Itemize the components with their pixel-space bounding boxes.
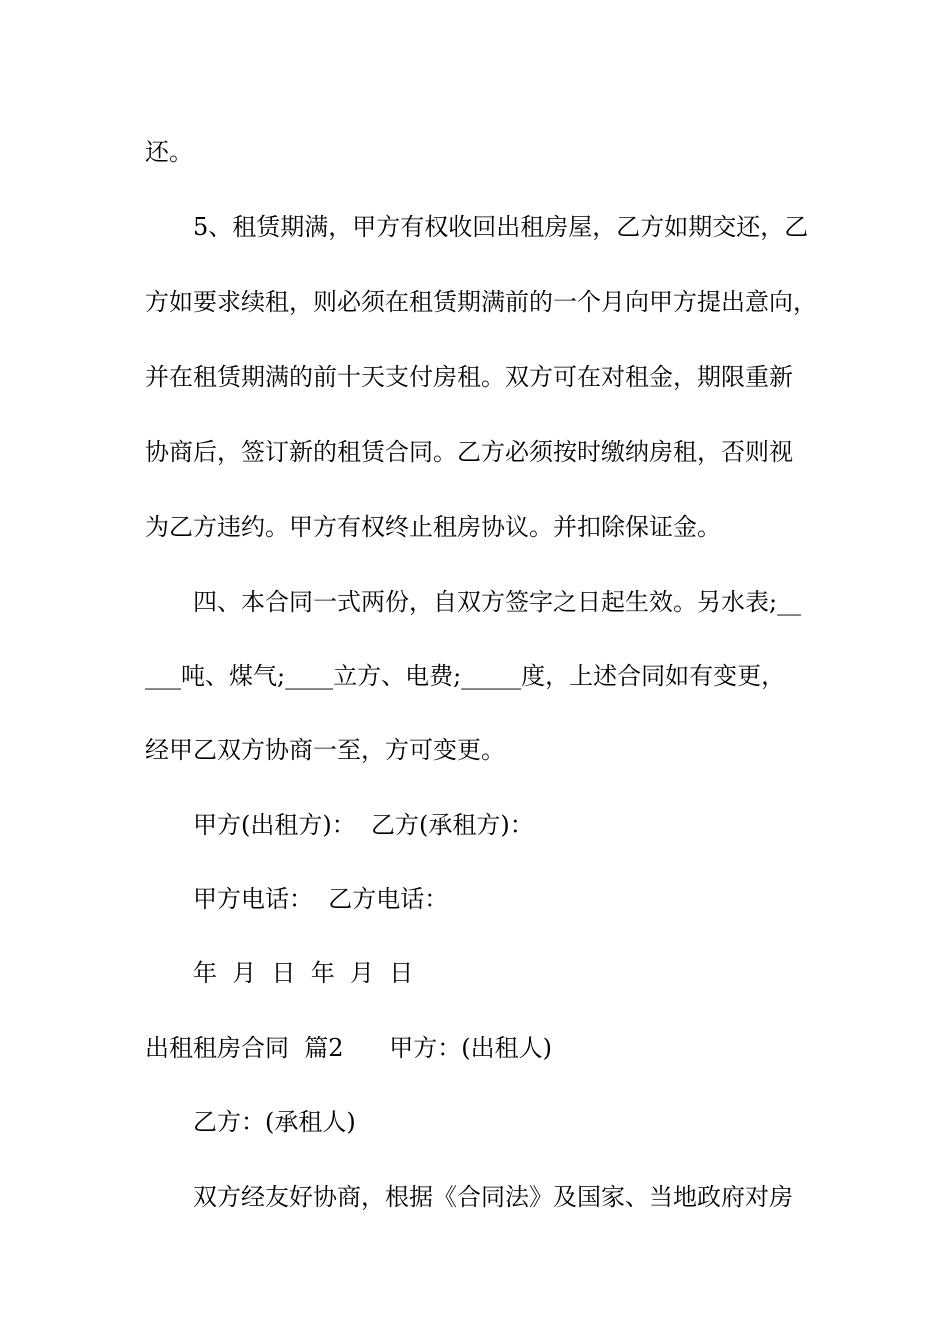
text-line-9: 经甲乙双方协商一至，方可变更。 — [145, 736, 505, 764]
text-line-6: 为乙方违约。甲方有权终止租房协议。并扣除保证金。 — [145, 513, 721, 541]
section-title: 出租租房合同 篇2 甲方：(出租人) — [145, 1034, 553, 1062]
party-line: 甲方(出租方)： 乙方(承租方)： — [193, 811, 534, 839]
text-line-8: ___吨、煤气;____立方、电费;_____度，上述合同如有变更， — [145, 662, 786, 690]
tenant-line: 乙方：(承租人) — [193, 1108, 356, 1136]
text-line-1: 还。 — [145, 138, 193, 166]
text-line-4: 并在租赁期满的前十天支付房租。双方可在对租金，期限重新 — [145, 363, 793, 391]
date-line: 年 月 日 年 月 日 — [193, 959, 414, 987]
text-line-15: 双方经友好协商，根据《合同法》及国家、当地政府对房 — [193, 1183, 793, 1211]
text-line-2: 5、租赁期满，甲方有权收回出租房屋，乙方如期交还，乙 — [193, 213, 809, 241]
text-line-3: 方如要求续租，则必须在租赁期满前的一个月向甲方提出意向， — [145, 288, 817, 316]
text-line-7: 四、本合同一式两份，自双方签字之日起生效。另水表;__ — [193, 588, 802, 616]
phone-line: 甲方电话： 乙方电话： — [193, 885, 449, 913]
text-line-5: 协商后，签订新的租赁合同。乙方必须按时缴纳房租，否则视 — [145, 438, 793, 466]
